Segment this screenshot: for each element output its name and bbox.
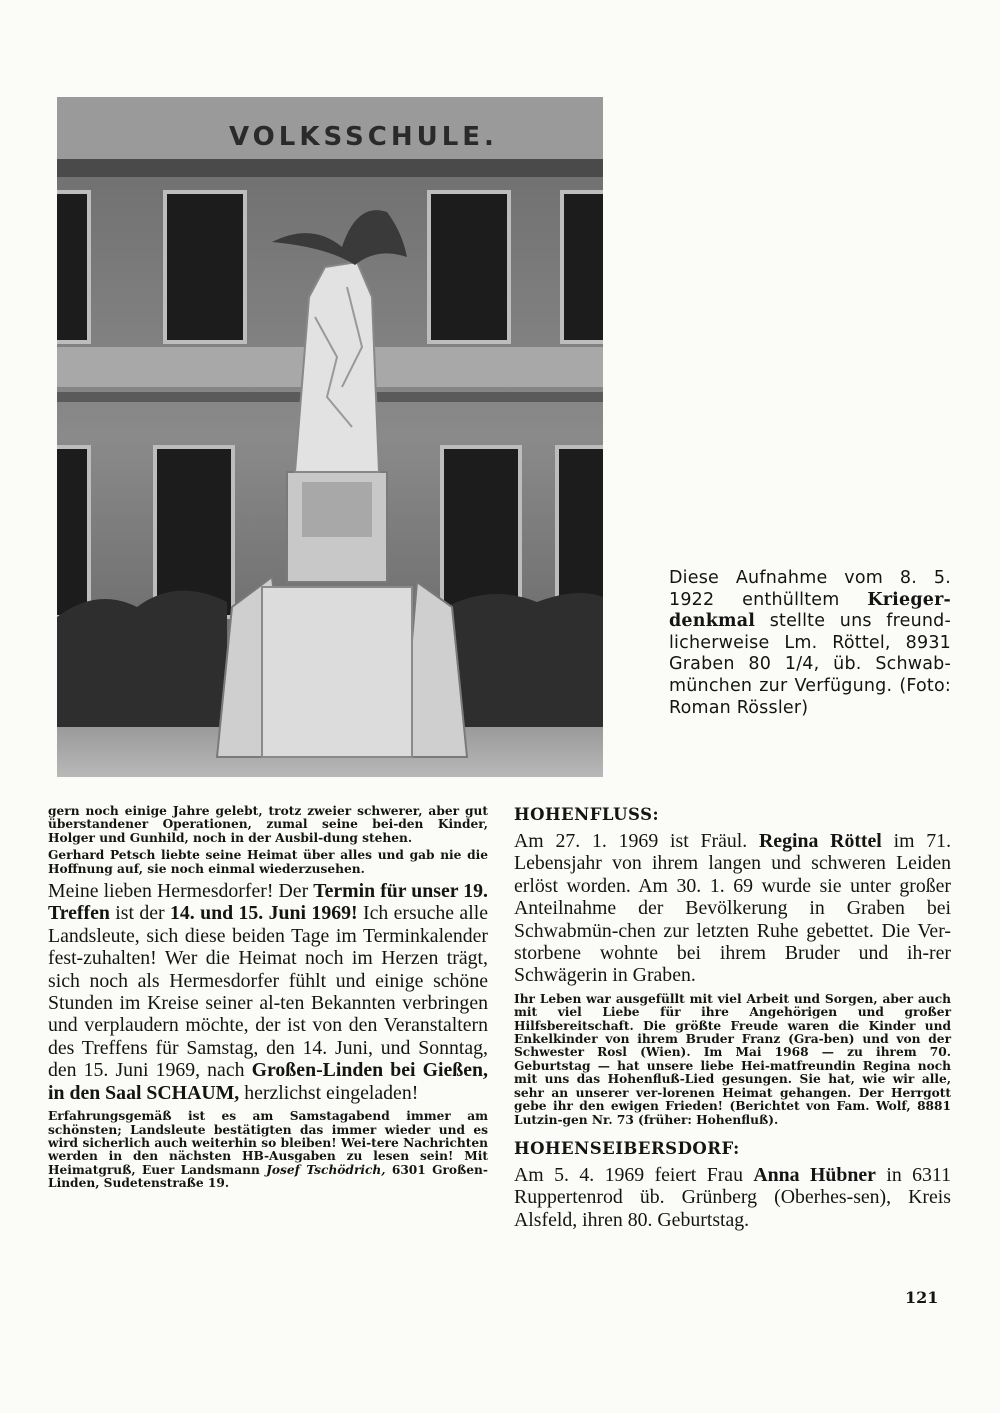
text: in 6311 Ruppertenrod üb. Grünberg (Oberhes-sen), Kreis Alsfeld, ihren 80. Geburtstag. <box>514 1163 951 1231</box>
paragraph: gern noch einige Jahre gelebt, trotz zweier schwerer, aber gut überstandener Operationen, zumal seine bei-den Kinder, Holger und Gunhild, noch in der Ausbil-dung stehen. <box>48 804 488 845</box>
text: Erfahrungsgemäß ist es am Samstagabend immer am schönsten; Landsleute bestätigten das immer wieder und es wird sicherlich auch weiterhin so bleiben! Wei-tere Nachrichten werden in den nächsten HB-Ausgaben zu lesen sein! Mit Heimatgruß, Euer Landsmann <box>48 1109 488 1177</box>
monument-photo <box>57 97 603 777</box>
caption-bold: Krieger-denkmal <box>669 589 951 632</box>
bold-text: Regina Röttel <box>759 830 882 852</box>
section-heading-hohenfluss: HOHENFLUSS: <box>514 805 660 824</box>
page-number: 121 <box>905 1288 939 1307</box>
text: im 71. Lebensjahr von ihrem langen und schweren Leiden erlöst worden. Am 30. 1. 69 wurde sie unter großer Anteilnahme der Bevölkerung in Graben bei Schwabmün-chen zur letzten Ruhe gebettet. Die Ver-storbene wohnte bei ihrem Bruder und ih-rer Schwägerin in Graben. <box>514 830 952 987</box>
bold-text: Anna Hübner <box>753 1163 876 1186</box>
text: herzlichst eingeladen! <box>239 1081 419 1104</box>
text: Meine lieben Hermesdorfer! Der <box>48 880 314 903</box>
paragraph <box>514 1164 951 1231</box>
bold-text: Großen-Linden bei Gießen, in den Saal SCHAUM, <box>48 1059 488 1104</box>
text: 6301 Großen-Linden, Sudetenstraße 19. <box>48 1162 488 1191</box>
text: Ich ersuche alle Landsleute, sich diese beiden Tage im Terminkalender fest-zuhalten! Wer die Heimat noch im Herzen trägt, sich noch als Hermesdorfer fühlt und einige schöne Stunden im Kreise seiner al-ten Bekannten verbringen und verplaudern möchte, der ist von den Veranstaltern des Treffens für Samstag, den 14. Juni, und Sonntag, den 15. Juni 1969, nach <box>48 902 488 1082</box>
paragraph: Ihr Leben war ausgefüllt mit viel Arbeit und Sorgen, aber auch mit viel Liebe für ihre Angehörigen und großer Hilfsbereitschaft. Die größte Freude waren die Kinder und Enkelkinder von ihrem Bruder Franz (Gra-ben) und von der Schwester Rosl (Wien). Im Mai 1968 — zu ihrem 70. Geburtstag — hat unsere liebe Hei-matfreundin Regina noch mit uns das Hohenfluß-Lied gesungen. Sie hat, wie wir alle, sehr an unserer ver-lorenen Heimat gehangen. Der Herrgott gebe ihr den ewigen Frieden! (Berichtet von Fam. Wolf, 8881 Lutzin-gen Nr. 73 (früher: Hohenfluß). <box>514 991 951 1127</box>
caption-text: stellte uns freund-licherweise Lm. Röttel, 8931 Graben 80 1/4, üb. Schwab-münchen zur Verfügung. (Foto: Roman Rössler) <box>669 611 951 718</box>
text: ist der <box>109 902 171 925</box>
section-heading-hohenseibersdorf: HOHENSEIBERSDORF: <box>514 1138 740 1158</box>
paragraph <box>48 1110 488 1190</box>
bold-text: Josef Tschödrich, <box>266 1162 386 1177</box>
bold-text: 14. und 15. Juni 1969! <box>170 902 358 925</box>
caption-text: Diese Aufnahme vom 8. 5. 1922 enthülltem <box>669 568 951 610</box>
photo-image <box>57 97 603 777</box>
school-sign: VOLKSSCHULE. <box>229 122 498 152</box>
right-column <box>514 805 951 1237</box>
paragraph: Gerhard Petsch liebte seine Heimat über alles und gab nie die Hoffnung auf, sie noch einmal wiederzusehen. <box>48 848 488 876</box>
invitation-paragraph <box>48 880 488 1104</box>
paragraph <box>514 830 951 987</box>
left-column <box>48 805 488 1195</box>
text: Am 5. 4. 1969 feiert Frau <box>514 1163 754 1186</box>
text: Am 27. 1. 1969 ist Fräul. <box>514 830 760 852</box>
photo-caption <box>669 568 951 719</box>
bold-text: Termin für unser 19. Treffen <box>48 880 488 925</box>
